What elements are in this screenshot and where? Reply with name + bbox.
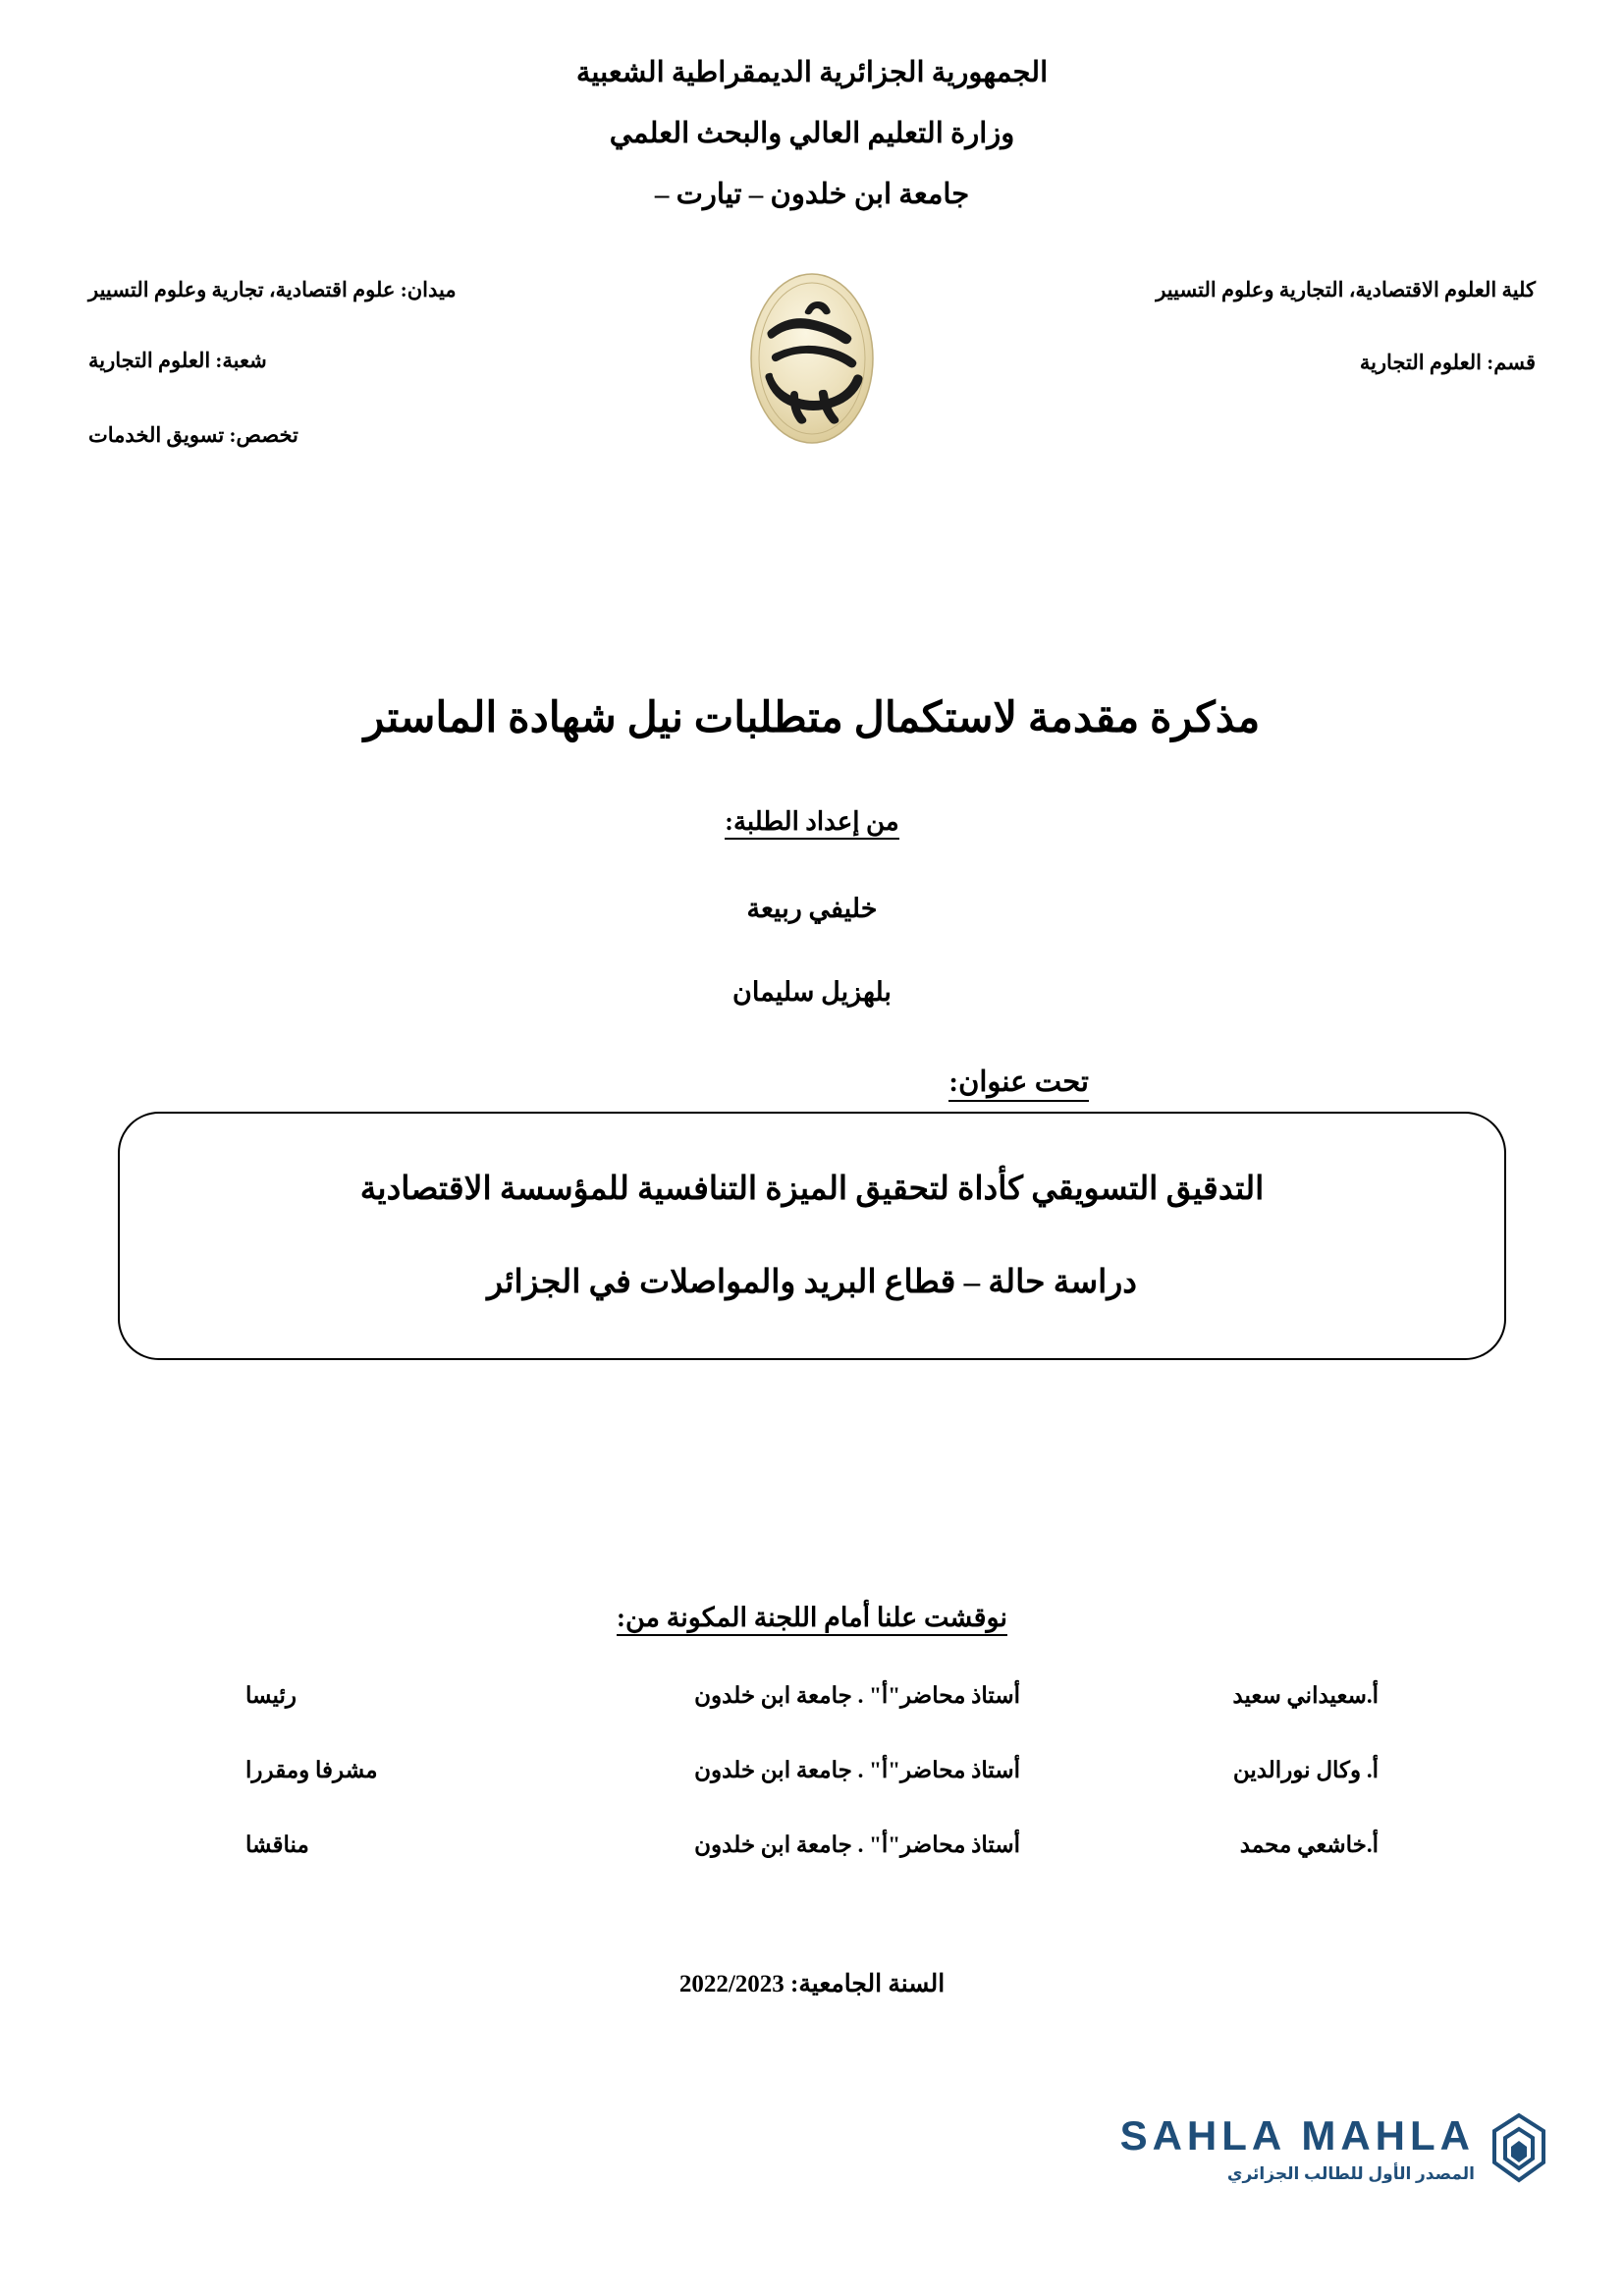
under-title-label <box>948 1065 1089 1099</box>
table-row <box>245 1683 1379 1758</box>
jury-member-rank: أستاذ محاضر"أ" . جامعة ابن خلدون <box>694 1832 1020 1857</box>
watermark-monogram-icon <box>1487 2111 1551 2194</box>
faculty-department-block <box>88 278 1536 490</box>
jury-table <box>245 1683 1379 1907</box>
academic-year: السنة الجامعية: 2022/2023 <box>678 1971 946 1997</box>
table-row <box>245 1832 1379 1907</box>
branch-name: شعبة: العلوم التجارية <box>88 349 267 372</box>
specialty-row <box>88 419 1536 490</box>
watermark-title: SAHLA MAHLA <box>1119 2112 1475 2159</box>
jury-member-role: مشرفا ومقررا <box>245 1758 378 1782</box>
header-line-ministry: وزارة التعليم العالي والبحث العلمي <box>609 118 1015 149</box>
faculty-name: كلية العلوم الاقتصادية، التجارية وعلوم التسيير <box>1156 278 1536 301</box>
jury-member-rank: أستاذ محاضر"أ" . جامعة ابن خلدون <box>694 1758 1020 1782</box>
prepared-by-text: من إعداد الطلبة: <box>725 807 898 840</box>
jury-heading <box>0 1603 1624 1633</box>
document-header <box>0 59 1624 242</box>
faculty-row <box>88 278 1536 349</box>
jury-member-role: مناقشا <box>245 1832 309 1857</box>
page-title: مذكرة مقدمة لاستكمال متطلبات نيل شهادة الماستر <box>363 695 1261 741</box>
prepared-by-label <box>0 807 1624 837</box>
jury-member-name: أ.خاشعي محمد <box>1239 1832 1379 1857</box>
header-line-republic: الجمهورية الجزائرية الديمقراطية الشعبية <box>575 57 1049 88</box>
student-name-1: خليفي ربيعة <box>746 894 878 923</box>
thesis-title-line-2: دراسة حالة – قطاع البريد والمواصلات في الجزائر <box>487 1264 1137 1300</box>
thesis-title-box <box>118 1112 1506 1360</box>
thesis-title-line-1: التدقيق التسويقي كأداة لتحقيق الميزة التنافسية للمؤسسة الاقتصادية <box>359 1171 1265 1207</box>
table-row <box>245 1758 1379 1832</box>
watermark-text-block <box>1119 2112 1475 2184</box>
jury-member-rank: أستاذ محاضر"أ" . جامعة ابن خلدون <box>694 1683 1020 1708</box>
jury-member-role: رئيسا <box>245 1683 297 1708</box>
department-name: قسم: العلوم التجارية <box>1359 351 1536 374</box>
student-name-2: بلهزيل سليمان <box>732 977 892 1007</box>
specialty-name: تخصص: تسويق الخدمات <box>88 423 298 447</box>
under-title-text: تحت عنوان: <box>948 1066 1089 1102</box>
jury-member-name: أ.سعيداني سعيد <box>1232 1683 1379 1708</box>
watermark-subtitle: المصدر الأول للطالب الجزائري <box>1226 2164 1475 2183</box>
jury-heading-text: نوقشت علنا أمام اللجنة المكونة من: <box>617 1603 1007 1636</box>
header-line-university: جامعة ابن خلدون – تيارت – <box>654 179 970 210</box>
field-name: ميدان: علوم اقتصادية، تجارية وعلوم التسيير <box>88 278 457 301</box>
watermark-logo <box>1090 2107 1551 2225</box>
department-row <box>88 349 1536 419</box>
jury-member-name: أ. وكال نورالدين <box>1232 1758 1379 1782</box>
